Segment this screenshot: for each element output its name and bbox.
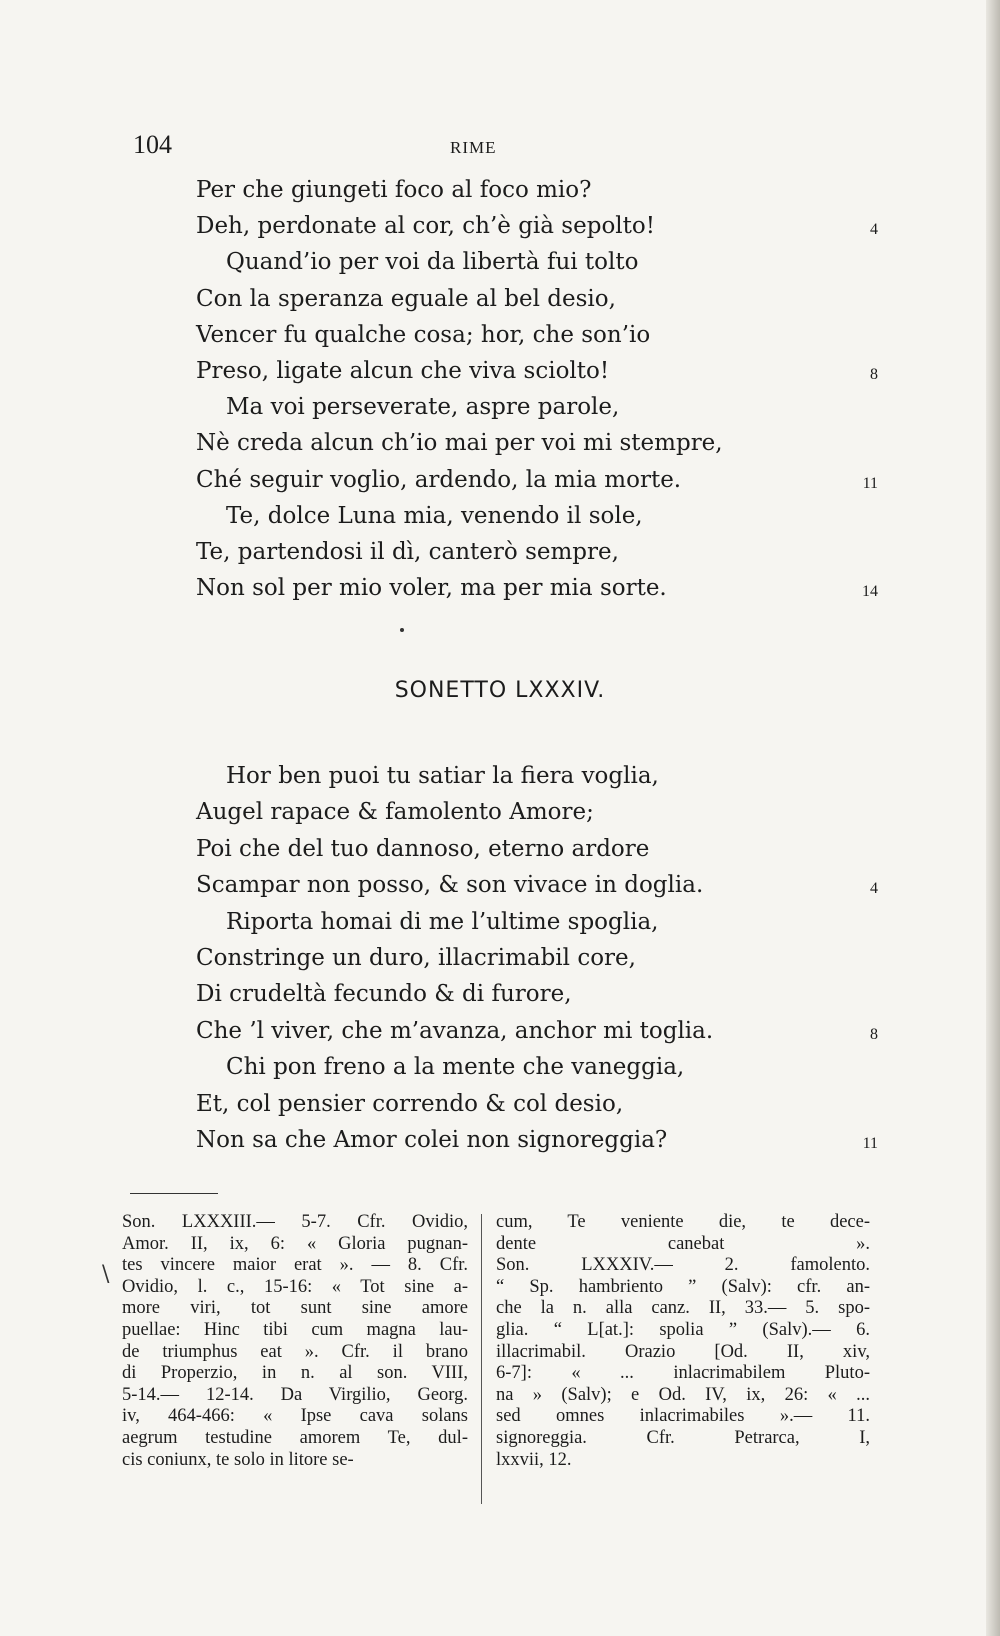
footnote-rule xyxy=(130,1193,218,1194)
line-number: 14 xyxy=(862,583,878,601)
footnote-line: sed omnes inlacrimabiles ».— 11. xyxy=(496,1406,870,1427)
verse-line: Et, col pensier correndo & col desio, xyxy=(196,1090,624,1117)
line-number: 8 xyxy=(870,1025,878,1043)
footnote-line: tes vincere maior erat ». — 8. Cfr. xyxy=(122,1255,468,1276)
verse-line: Nè creda alcun ch’io mai per voi mi stempre, xyxy=(196,430,723,457)
footnote-line: Son. LXXXIII.— 5-7. Cfr. Ovidio, xyxy=(122,1212,468,1232)
footnote-line: “ Sp. hambriento ” (Salv): cfr. an- xyxy=(496,1276,870,1297)
line-number: 4 xyxy=(870,880,878,898)
footnote-line: signoreggia. Cfr. Petrarca, I, xyxy=(496,1427,870,1448)
footnote-line: di Properzio, in n. al son. VIII, xyxy=(122,1363,468,1384)
footnote-line: lxxvii, 12. xyxy=(496,1449,572,1470)
footnotes-right-column xyxy=(496,1212,870,1512)
column-divider xyxy=(481,1214,482,1504)
footnote-line: cis coniunx, te solo in litore se- xyxy=(122,1449,354,1470)
footnotes-left-column xyxy=(122,1212,468,1512)
margin-mark: \ xyxy=(102,1262,110,1287)
footnote-line: dente canebat ». xyxy=(496,1233,870,1254)
verse-line: Preso, ligate alcun che viva sciolto! xyxy=(196,358,610,384)
footnote-line: aegrum testudine amorem Te, dul- xyxy=(122,1427,468,1448)
footnote-line: Ovidio, l. c., 15-16: « Tot sine a- xyxy=(122,1276,468,1297)
verse-line: Augel rapace & famolento Amore; xyxy=(196,799,594,826)
verse-line: Vencer fu qualche cosa; hor, che son’io xyxy=(196,321,651,348)
verse-line: Te, dolce Luna mia, venendo il sole, xyxy=(226,502,643,529)
footnote-line: illacrimabil. Orazio [Od. II, xiv, xyxy=(496,1341,870,1362)
footnote-line: iv, 464-466: « Ipse cava solans xyxy=(122,1406,468,1427)
page-number: 104 xyxy=(133,130,172,159)
footnote-line: Son. LXXXIV.— 2. famolento. xyxy=(496,1255,870,1276)
line-number: 4 xyxy=(870,221,878,239)
footnote-line: na » (Salv); e Od. IV, ix, 26: « ... xyxy=(496,1384,870,1405)
verse-line: Che ’l viver, che m’avanza, anchor mi toglia. xyxy=(196,1017,714,1044)
footnote-line: cum, Te veniente die, te dece- xyxy=(496,1212,870,1232)
verse-line: Deh, perdonate al cor, ch’è già sepolto! xyxy=(196,213,655,240)
separator-dot xyxy=(400,628,404,632)
verse-line: Poi che del tuo dannoso, eterno ardore xyxy=(196,835,650,862)
verse-line: Per che giungeti foco al foco mio? xyxy=(196,177,592,203)
verse-line: Ché seguir voglio, ardendo, la mia morte. xyxy=(196,466,682,493)
verse-line: Non sol per mio voler, ma per mia sorte. xyxy=(196,575,667,602)
running-title: RIME xyxy=(450,138,497,157)
verse-line: Quand’io per voi da libertà fui tolto xyxy=(226,249,639,276)
footnote-line: glia. “ L[at.]: spolia ” (Salv).— 6. xyxy=(496,1319,870,1340)
verse-line: Te, partendosi il dì, canterò sempre, xyxy=(196,539,619,565)
verse-line: Riporta homai di me l’ultime spoglia, xyxy=(226,908,659,935)
footnote-line: Amor. II, ix, 6: « Gloria pugnan- xyxy=(122,1233,468,1254)
footnote-line: 5-14.— 12-14. Da Virgilio, Georg. xyxy=(122,1384,468,1405)
footnote-line: more viri, tot sunt sine amore xyxy=(122,1298,468,1319)
footnote-line: de triumphus eat ». Cfr. il brano xyxy=(122,1341,468,1362)
line-number: 11 xyxy=(862,1135,878,1152)
verse-line: Di crudeltà fecundo & di furore, xyxy=(196,981,572,1008)
verse-line: Con la speranza eguale al bel desio, xyxy=(196,285,616,312)
sonnet-heading: SONETTO LXXXIV. xyxy=(394,678,606,703)
page-edge-shadow xyxy=(986,0,1000,1636)
line-number: 11 xyxy=(862,474,878,492)
verse-line: Scampar non posso, & son vivace in doglia. xyxy=(196,872,704,899)
verse-line: Ma voi perseverate, aspre parole, xyxy=(226,394,620,421)
verse-line: Constringe un duro, illacrimabil core, xyxy=(196,945,636,971)
verse-line: Hor ben puoi tu satiar la fiera voglia, xyxy=(226,763,659,789)
footnote-line: che la n. alla canz. II, 33.— 5. spo- xyxy=(496,1298,870,1319)
line-number: 8 xyxy=(870,366,878,383)
verse-line: Chi pon freno a la mente che vaneggia, xyxy=(226,1054,685,1081)
footnote-line: 6-7]: « ... inlacrimabilem Pluto- xyxy=(496,1363,870,1384)
footnote-line: puellae: Hinc tibi cum magna lau- xyxy=(122,1319,468,1340)
verse-line: Non sa che Amor colei non signoreggia? xyxy=(196,1127,668,1153)
